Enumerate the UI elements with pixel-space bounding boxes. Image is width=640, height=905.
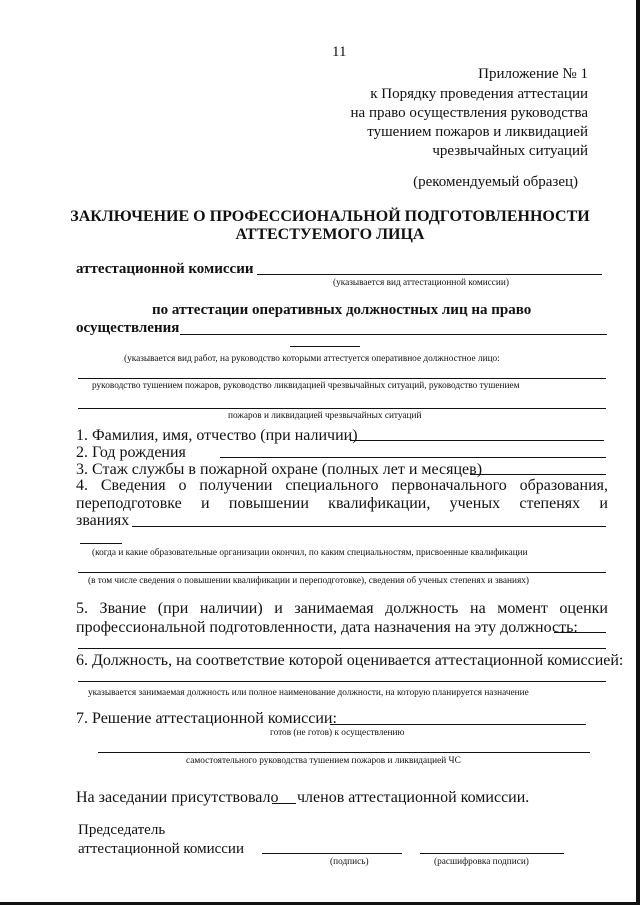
signature-hint: (подпись) bbox=[330, 857, 369, 867]
position-field-line bbox=[78, 681, 606, 682]
appendix-title: Приложение № 1 bbox=[478, 66, 588, 82]
page-edge-right bbox=[636, 0, 640, 905]
certification-line2: осуществления bbox=[76, 320, 180, 336]
service-length-field-line bbox=[470, 474, 606, 475]
birth-year-field-line bbox=[220, 457, 606, 458]
document-title-line1: ЗАКЛЮЧЕНИЕ О ПРОФЕССИОНАЛЬНОЙ ПОДГОТОВЛЕННОСТИ bbox=[70, 208, 590, 225]
decision-hint2: самостоятельного руководства тушением пожаров и ликвидацией ЧС bbox=[186, 756, 461, 766]
item-rank-line2: профессиональной подготовленности, дата назначения на эту должность: bbox=[76, 619, 578, 636]
decision-field-line bbox=[330, 724, 586, 725]
education-hint2: (в том числе сведения о повышении квалификации и переподготовке), сведения об ученых степенях и званиях) bbox=[88, 576, 529, 586]
sample-note: (рекомендуемый образец) bbox=[413, 174, 578, 190]
item-birth-year-label: 2. Год рождения bbox=[76, 444, 186, 461]
decision-hint1: готов (не готов) к осуществлению bbox=[270, 728, 405, 738]
position-hint: указывается занимаемая должность или полное наименование должности, на которую планируется назначение bbox=[88, 688, 529, 698]
chairman-title-line1: Председатель bbox=[78, 822, 166, 838]
appendix-line: чрезвычайных ситуаций bbox=[432, 143, 588, 159]
certification-hint2: руководство тушением пожаров, руководство ликвидацией чрезвычайных ситуаций, руководство тушением bbox=[92, 381, 520, 391]
item-position-label: 6. Должность, на соответствие которой оценивается аттестационной комиссией: bbox=[76, 652, 624, 669]
short-rule bbox=[80, 543, 122, 544]
certification-hint-line bbox=[78, 408, 606, 409]
signature-decipher-line bbox=[420, 853, 564, 854]
certification-line1: по аттестации оперативных должностных лиц на право bbox=[152, 302, 532, 318]
chairman-title-line2: аттестационной комиссии bbox=[78, 841, 244, 857]
item-education-line3: званиях bbox=[76, 512, 130, 529]
item-service-length-label: 3. Стаж службы в пожарной охране (полных лет и месяцев) bbox=[76, 461, 483, 478]
rank-field-line bbox=[554, 632, 606, 633]
item-education-line1: 4. Сведения о получении специального первоначального образования, bbox=[76, 477, 608, 494]
education-hint1: (когда и какие образовательные организации окончил, по каким специальностям, присвоенные квалификации bbox=[92, 548, 528, 558]
education-hint-line bbox=[78, 572, 606, 573]
short-rule bbox=[290, 346, 360, 347]
full-name-field-line bbox=[350, 440, 604, 441]
appendix-line: тушением пожаров и ликвидацией bbox=[367, 124, 588, 140]
rank-field-line-2 bbox=[78, 648, 606, 649]
education-field-line bbox=[132, 526, 606, 527]
meeting-suffix: членов аттестационной комиссии. bbox=[297, 789, 530, 806]
attendance-count-line bbox=[272, 803, 296, 804]
decision-field-line-2 bbox=[98, 752, 590, 753]
item-decision-label: 7. Решение аттестационной комиссии: bbox=[76, 710, 337, 727]
item-education-line2: переподготовке и повышении квалификации, ученых степенях и bbox=[76, 495, 608, 512]
document-title-line2: АТТЕСТУЕМОГО ЛИЦА bbox=[235, 226, 425, 243]
certification-hint-line bbox=[78, 378, 606, 379]
appendix-line: на право осуществления руководства bbox=[350, 105, 588, 121]
commission-label: аттестационной комиссии bbox=[76, 261, 254, 277]
certification-hint1: (указывается вид работ, на руководство которыми аттестуется оперативное должностное лицо: bbox=[124, 354, 500, 364]
commission-hint: (указывается вид аттестационной комиссии) bbox=[333, 278, 509, 288]
item-full-name-label: 1. Фамилия, имя, отчество (при наличии) bbox=[76, 427, 358, 444]
page-number: 11 bbox=[332, 44, 347, 60]
meeting-prefix: На заседании присутствовало bbox=[76, 789, 279, 806]
item-rank-line1: 5. Звание (при наличии) и занимаемая должность на момент оценки bbox=[76, 600, 608, 617]
certification-field-line bbox=[180, 334, 607, 335]
certification-hint3: пожаров и ликвидацией чрезвычайных ситуаций bbox=[228, 411, 422, 421]
signature-line bbox=[262, 853, 402, 854]
appendix-line: к Порядку проведения аттестации bbox=[370, 86, 588, 102]
signature-decipher-hint: (расшифровка подписи) bbox=[434, 857, 529, 867]
commission-field-line bbox=[257, 274, 602, 275]
